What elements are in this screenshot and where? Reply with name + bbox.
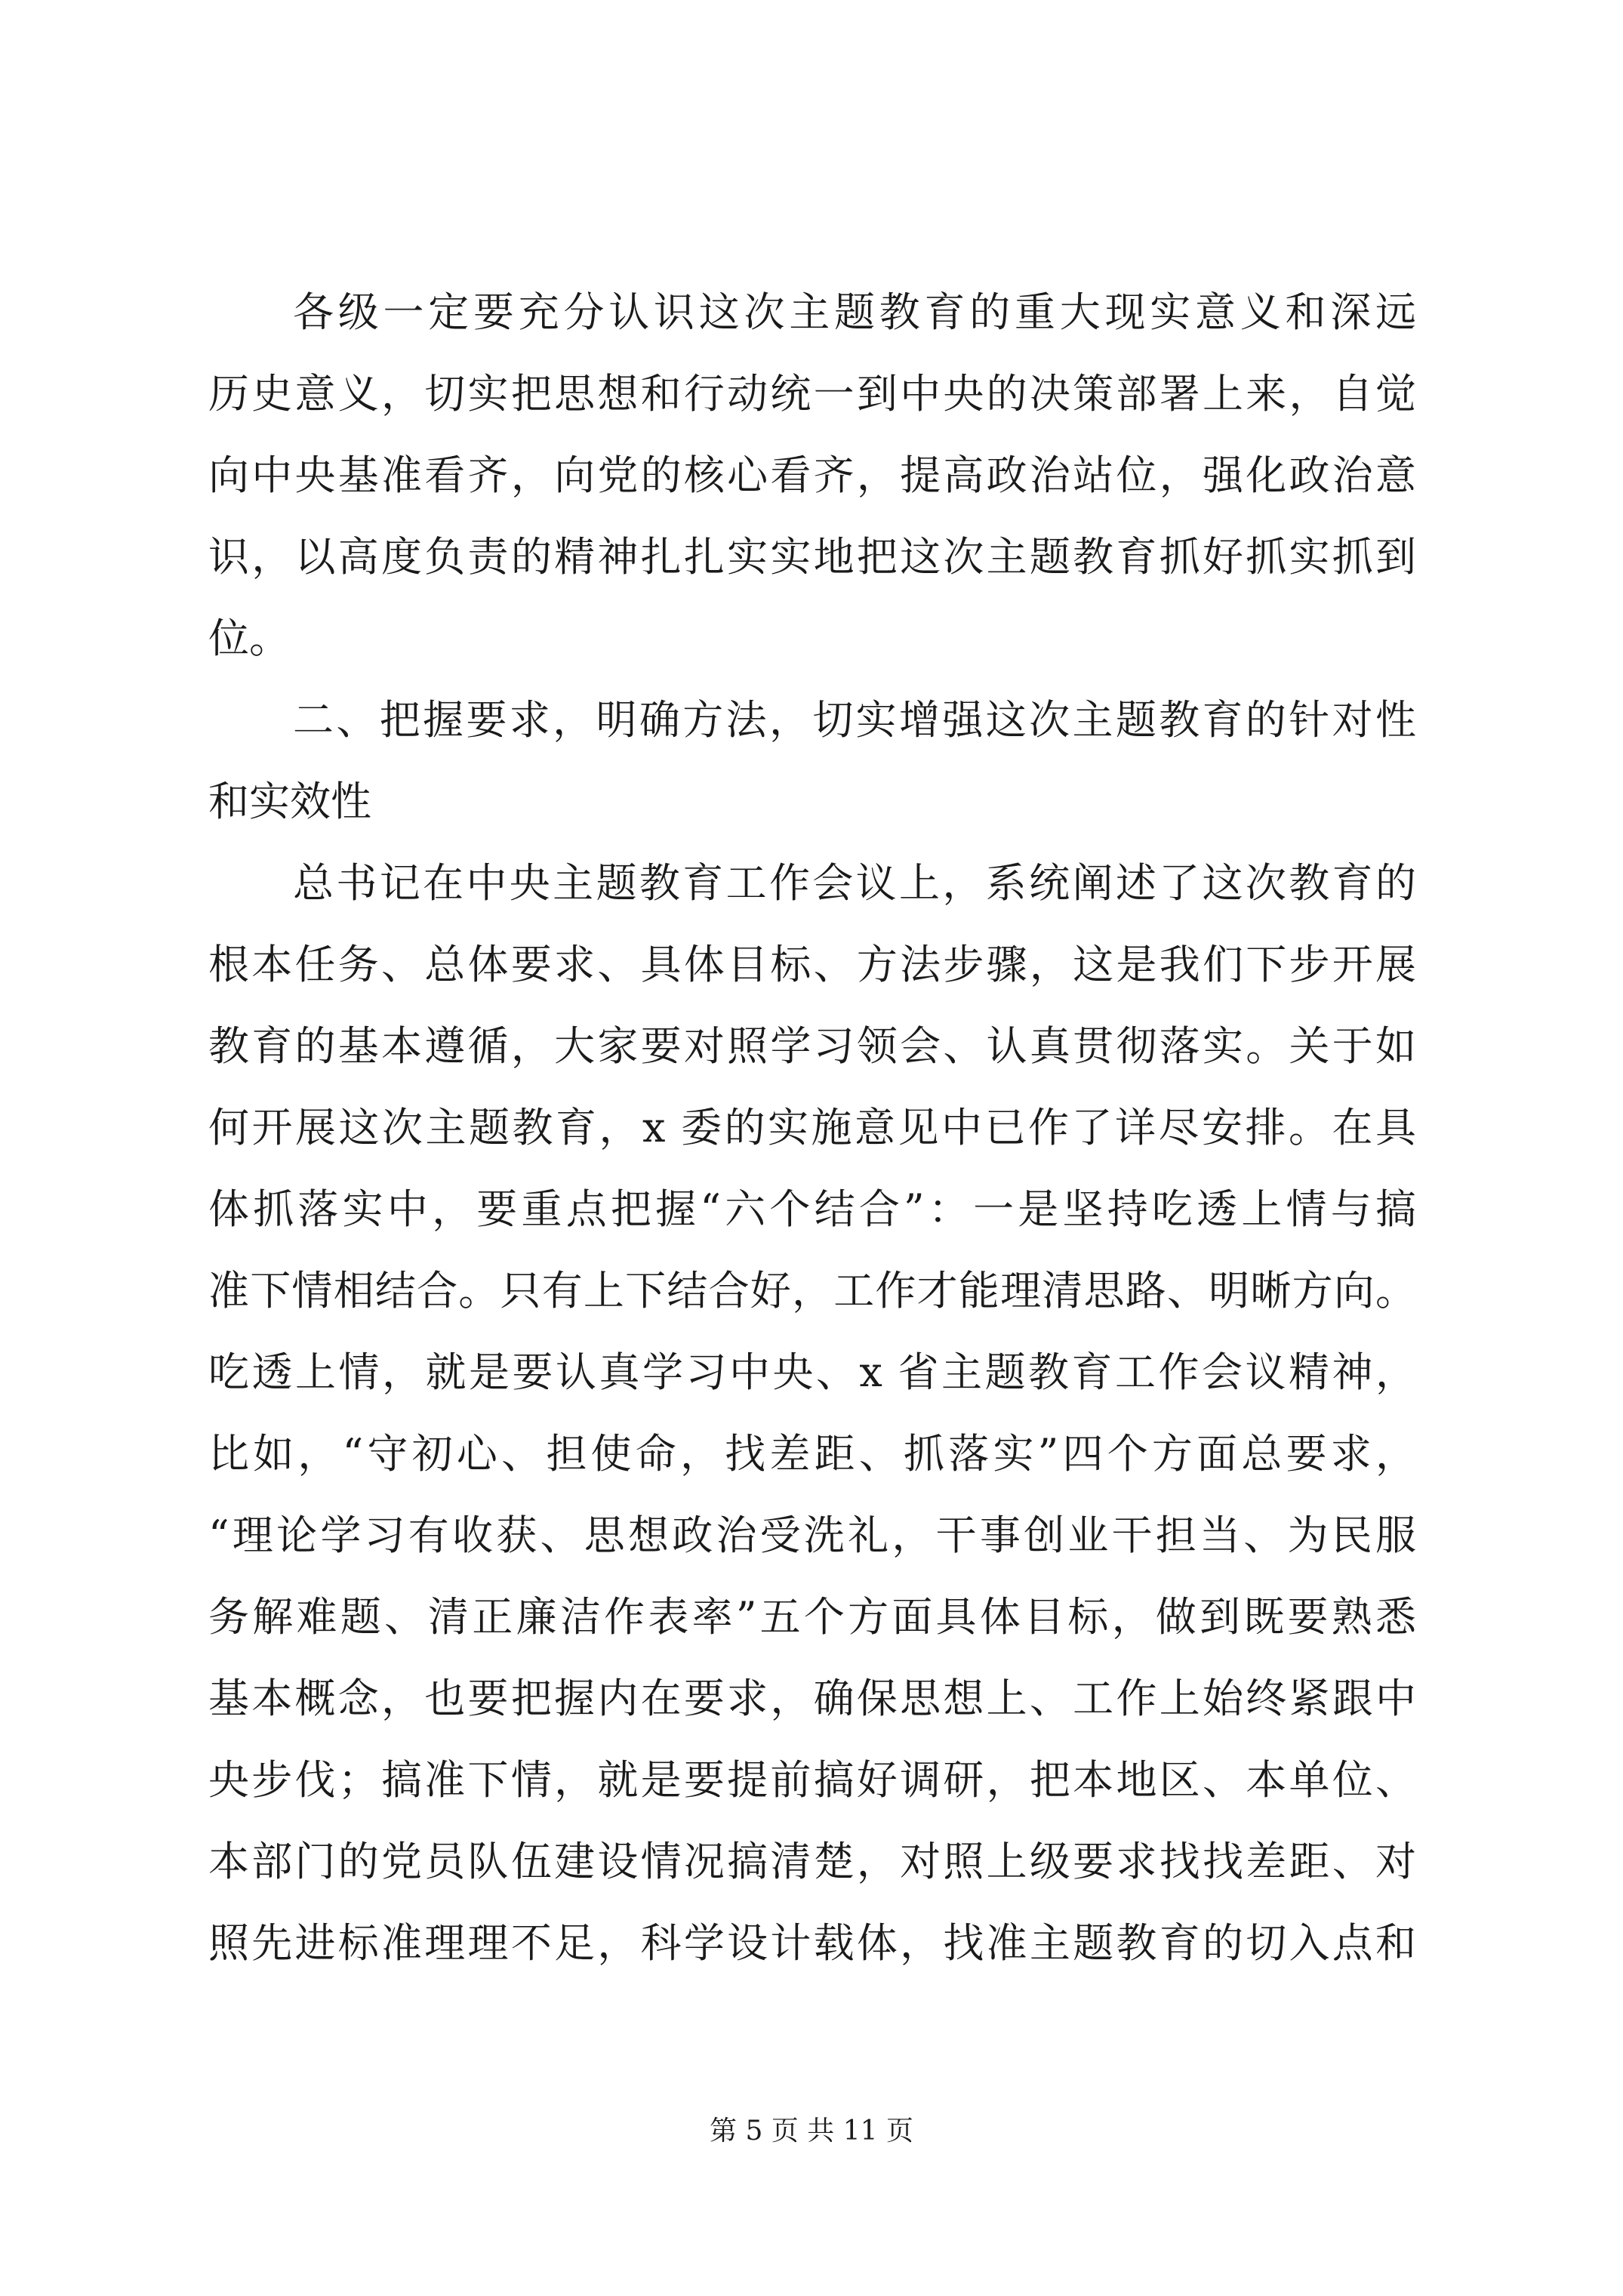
text-line: 历史意义，切实把思想和行动统一到中央的决策部署上来，自觉: [208, 370, 1416, 418]
text-line: 位。: [208, 615, 290, 662]
text-line: 教育的基本遵循，大家要对照学习领会、认真贯彻落实。关于如: [208, 1022, 1416, 1070]
text-line: 照先进标准理理不足，科学设计载体，找准主题教育的切入点和: [208, 1919, 1416, 1967]
text-line: 体抓落实中，要重点把握“六个结合”：一是坚持吃透上情与搞: [208, 1185, 1416, 1233]
text-line: 向中央基准看齐，向党的核心看齐，提高政治站位，强化政治意: [208, 451, 1416, 499]
text-line: 何开展这次主题教育，x 委的实施意见中已作了详尽安排。在具: [208, 1104, 1416, 1151]
document-body: [208, 272, 1416, 1984]
text-line: 准下情相结合。只有上下结合好，工作才能理清思路、明晰方向。: [208, 1267, 1416, 1314]
page-number-footer: 第 5 页 共 11 页: [710, 2116, 913, 2147]
text-line: 根本任务、总体要求、具体目标、方法步骤，这是我们下步开展: [208, 941, 1416, 988]
text-line: 总书记在中央主题教育工作会议上，系统阐述了这次教育的: [293, 859, 1416, 907]
text-line: 二、把握要求，明确方法，切实增强这次主题教育的针对性: [293, 696, 1416, 744]
text-line: 识，以高度负责的精神扎扎实实地把这次主题教育抓好抓实抓到: [208, 533, 1416, 581]
text-line: 和实效性: [208, 778, 371, 825]
text-line: 吃透上情，就是要认真学习中央、x 省主题教育工作会议精神，: [208, 1348, 1416, 1396]
text-line: “理论学习有收获、思想政治受洗礼，干事创业干担当、为民服: [208, 1512, 1416, 1559]
text-line: 基本概念，也要把握内在要求，确保思想上、工作上始终紧跟中: [208, 1675, 1416, 1722]
text-line: 本部门的党员队伍建设情况搞清楚，对照上级要求找找差距、对: [208, 1838, 1416, 1885]
text-line: 央步伐；搞准下情，就是要提前搞好调研，把本地区、本单位、: [208, 1756, 1416, 1804]
text-line: 各级一定要充分认识这次主题教育的重大现实意义和深远: [293, 288, 1416, 336]
text-line: 务解难题、清正廉洁作表率”五个方面具体目标，做到既要熟悉: [208, 1593, 1416, 1641]
text-line: 比如，“守初心、担使命，找差距、抓落实”四个方面总要求，: [208, 1430, 1416, 1478]
